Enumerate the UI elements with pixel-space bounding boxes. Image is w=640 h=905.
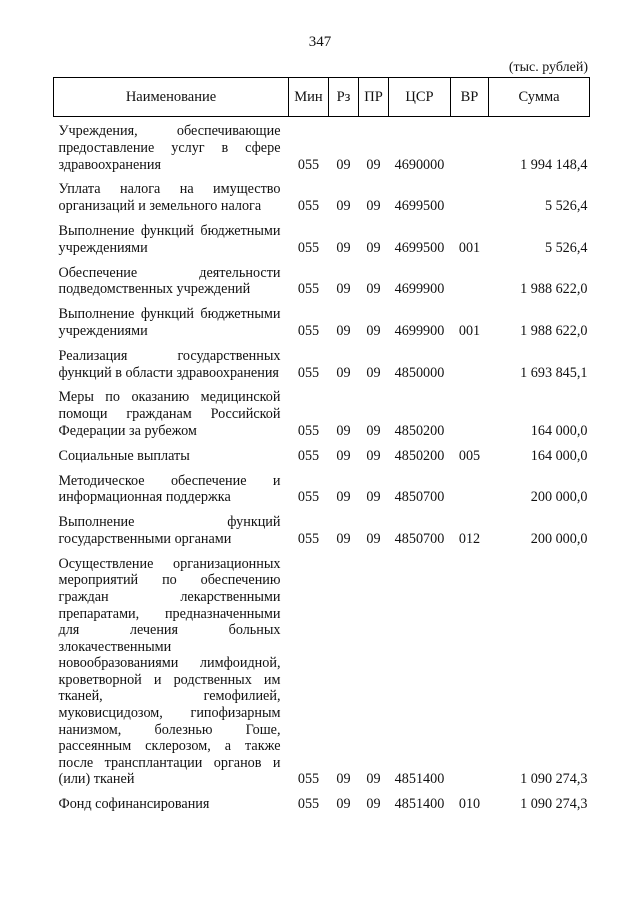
cell-sum: 164 000,0 — [530, 422, 588, 439]
cell-pr: 09 — [366, 281, 381, 298]
cell-vr: 012 — [458, 530, 481, 547]
cell-rz: 09 — [336, 422, 351, 439]
header-csr: ЦСР — [389, 78, 451, 117]
cell-sum: 1 988 622,0 — [520, 322, 588, 339]
cell-sum: 5 526,4 — [544, 198, 588, 215]
cell-name: Обеспечение деятельности подведомственных учреждений — [58, 264, 281, 298]
cell-min: 055 — [297, 281, 320, 298]
cell-rz: 09 — [336, 281, 351, 298]
cell-sum: 200 000,0 — [530, 489, 588, 506]
cell-min: 055 — [297, 530, 320, 547]
table-row — [54, 257, 590, 299]
cell-csr: 4690000 — [394, 156, 445, 173]
cell-rz: 09 — [336, 364, 351, 381]
cell-min: 055 — [297, 364, 320, 381]
cell-sum: 1 090 274,3 — [520, 796, 588, 813]
cell-name: Выполнение функций бюджетными учреждениями — [58, 306, 281, 339]
cell-vr — [451, 173, 489, 215]
cell-csr: 4851400 — [394, 796, 445, 813]
cell-csr: 4850200 — [394, 422, 445, 439]
cell-rz: 09 — [336, 530, 351, 547]
cell-sum: 1 988 622,0 — [520, 281, 588, 298]
cell-pr: 09 — [366, 239, 381, 256]
table-row — [54, 506, 590, 548]
cell-min: 055 — [297, 796, 320, 813]
cell-vr: 001 — [458, 239, 481, 256]
cell-rz: 09 — [336, 239, 351, 256]
cell-rz: 09 — [336, 447, 351, 464]
cell-name: Реализация государственных функций в области здравоохранения — [58, 347, 281, 381]
header-rz: Рз — [329, 78, 359, 117]
cell-min: 055 — [297, 447, 320, 464]
table-row — [54, 340, 590, 382]
cell-vr: 005 — [458, 447, 481, 464]
cell-min: 055 — [297, 489, 320, 506]
cell-vr: 001 — [458, 322, 481, 339]
page-number: 347 — [308, 34, 332, 50]
cell-min: 055 — [297, 198, 320, 215]
table-body — [54, 117, 590, 813]
cell-min: 055 — [297, 771, 320, 788]
header-pr: ПР — [359, 78, 389, 117]
cell-pr: 09 — [366, 530, 381, 547]
cell-rz: 09 — [336, 796, 351, 813]
cell-name: Осуществление организационных мероприятий по обеспечению граждан лекарственными препаратами, предназначенными для лечения больных злокачественными новообразованиями лимфоидной, кроветворной и родственных им тканей, гемофилией, муковисцидозом, гипофизарным нанизмом, болезнью Гоше, рассеянным склерозом, а также после трансплантации органов и (или) тканей — [58, 555, 281, 788]
table-row — [54, 298, 590, 340]
table-row — [54, 465, 590, 507]
cell-vr — [451, 117, 489, 174]
table-row — [54, 215, 590, 257]
cell-name: Учреждения, обеспечивающие предоставление услуг в сфере здравоохранения — [58, 123, 281, 173]
table-row — [54, 548, 590, 788]
cell-csr: 4850700 — [394, 530, 445, 547]
cell-sum: 200 000,0 — [530, 530, 588, 547]
table-row — [54, 117, 590, 174]
cell-sum: 1 693 845,1 — [520, 364, 588, 381]
cell-min: 055 — [297, 422, 320, 439]
table-row — [54, 381, 590, 439]
cell-pr: 09 — [366, 447, 381, 464]
cell-pr: 09 — [366, 322, 381, 339]
cell-csr: 4850700 — [394, 489, 445, 506]
cell-csr: 4699900 — [394, 281, 445, 298]
table-header-row — [54, 78, 590, 117]
cell-rz: 09 — [336, 771, 351, 788]
cell-sum: 1 994 148,4 — [520, 156, 588, 173]
budget-table — [53, 77, 590, 813]
cell-min: 055 — [297, 239, 320, 256]
cell-vr — [451, 340, 489, 382]
cell-csr: 4851400 — [394, 771, 445, 788]
cell-csr: 4850000 — [394, 364, 445, 381]
cell-csr: 4699500 — [394, 239, 445, 256]
cell-vr — [451, 465, 489, 507]
cell-rz: 09 — [336, 156, 351, 173]
cell-min: 055 — [297, 156, 320, 173]
cell-name: Фонд софинансирования — [58, 796, 210, 813]
cell-name: Выполнение функций государственными органами — [58, 514, 281, 547]
header-min: Мин — [289, 78, 329, 117]
cell-rz: 09 — [336, 198, 351, 215]
units-label: (тыс. рублей) — [508, 60, 588, 75]
cell-name: Методическое обеспечение и информационная поддержка — [58, 472, 281, 506]
cell-sum: 5 526,4 — [544, 239, 588, 256]
cell-sum: 1 090 274,3 — [520, 771, 588, 788]
cell-csr: 4699500 — [394, 198, 445, 215]
cell-rz: 09 — [336, 322, 351, 339]
cell-pr: 09 — [366, 156, 381, 173]
cell-pr: 09 — [366, 796, 381, 813]
cell-name: Социальные выплаты — [58, 447, 190, 464]
header-vr: ВР — [451, 78, 489, 117]
table-row — [54, 173, 590, 215]
cell-pr: 09 — [366, 771, 381, 788]
cell-name: Меры по оказанию медицинской помощи гражданам Российской Федерации за рубежом — [58, 389, 281, 439]
cell-vr — [451, 381, 489, 439]
cell-pr: 09 — [366, 422, 381, 439]
header-name: Наименование — [54, 78, 289, 117]
cell-csr: 4699900 — [394, 322, 445, 339]
cell-pr: 09 — [366, 364, 381, 381]
cell-vr — [451, 548, 489, 788]
cell-vr — [451, 257, 489, 299]
cell-name: Уплата налога на имущество организаций и земельного налога — [58, 181, 281, 215]
header-sum: Сумма — [489, 78, 590, 117]
table-row — [54, 788, 590, 813]
cell-pr: 09 — [366, 489, 381, 506]
cell-vr: 010 — [458, 796, 481, 813]
cell-pr: 09 — [366, 198, 381, 215]
cell-sum: 164 000,0 — [530, 447, 588, 464]
cell-rz: 09 — [336, 489, 351, 506]
cell-csr: 4850200 — [394, 447, 445, 464]
table-row — [54, 440, 590, 465]
cell-min: 055 — [297, 322, 320, 339]
cell-name: Выполнение функций бюджетными учреждениями — [58, 222, 281, 256]
